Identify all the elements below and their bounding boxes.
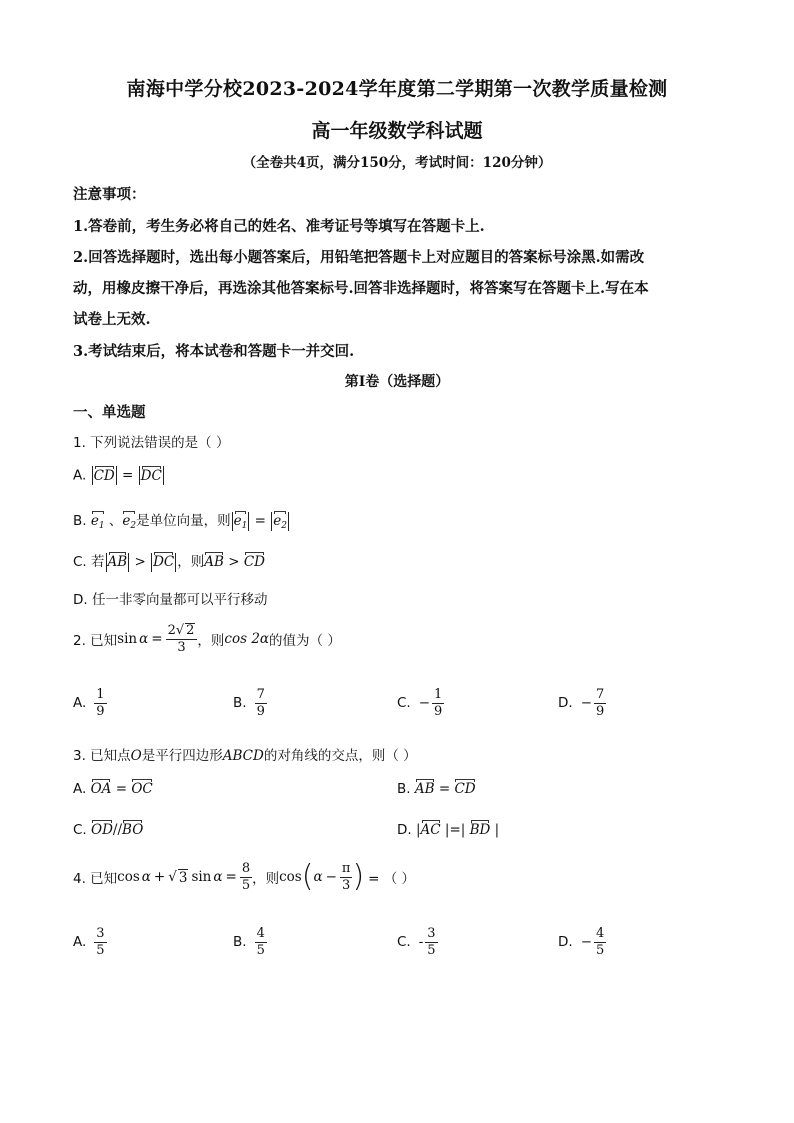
question-3-stem <box>73 744 417 764</box>
option-label: A. <box>73 781 87 797</box>
option-fraction <box>255 927 267 957</box>
option-label: C. <box>73 822 87 838</box>
vector-od: OD <box>91 822 113 838</box>
question-1-stem: 1. 下列说法错误的是（ ） <box>73 435 230 451</box>
fraction-2sqrt2-over-3 <box>166 623 198 654</box>
parallel-sign: // <box>112 822 123 838</box>
fraction-numerator: 7 <box>596 687 605 702</box>
greater-sign: > <box>134 554 146 570</box>
plus-sign: + <box>153 869 166 886</box>
abs-bar <box>248 512 249 531</box>
vector-ac: AC <box>420 822 441 838</box>
option-fraction <box>594 927 606 957</box>
separator: 、 <box>108 513 123 529</box>
fraction-denominator: 9 <box>96 703 105 719</box>
abs-bar <box>151 553 152 572</box>
cos-2alpha: cos 2α <box>224 630 270 647</box>
question-2-option-c <box>397 688 444 718</box>
fraction-8-over-5 <box>240 862 252 892</box>
equals-sign: = <box>434 781 455 797</box>
question-3-option-d <box>397 822 499 838</box>
option-label: B. <box>233 934 247 951</box>
exam-info: （全卷共4页，满分150分，考试时间：120分钟） <box>242 155 552 171</box>
fraction-numerator: π <box>341 861 351 876</box>
fraction-denominator: 9 <box>434 703 443 719</box>
part-title: 第Ⅰ卷（选择题） <box>344 374 450 390</box>
vector-dc: DC <box>140 467 162 484</box>
question-3-option-b <box>397 781 476 797</box>
greater-sign: > <box>223 554 244 570</box>
q2-prefix: 2. 已知 <box>73 632 118 649</box>
fraction-denominator: 5 <box>96 942 105 958</box>
option-c-prefix: C. 若 <box>73 554 105 570</box>
negative-sign: − <box>580 934 592 951</box>
equals-sign: = <box>254 513 266 529</box>
cos-alpha: cos <box>117 869 140 886</box>
vector-bo: BO <box>122 822 144 838</box>
fraction-numerator: 3 <box>96 926 105 941</box>
vector-cd: CD <box>243 554 265 570</box>
option-label: B. <box>73 513 87 529</box>
option-label: C. <box>397 934 411 951</box>
equals-sign: = <box>111 781 132 797</box>
notice-heading: 注意事项： <box>73 186 146 203</box>
option-label: D. <box>397 822 412 838</box>
exam-title: 南海中学分校2023-2024学年度第二学期第一次教学质量检测 <box>126 78 668 100</box>
negative-sign: - <box>418 934 424 951</box>
minus-sign: − <box>325 869 337 886</box>
fraction-numerator: 8 <box>241 861 251 876</box>
fraction-denominator: 5 <box>241 877 251 893</box>
alpha-symbol: α <box>213 869 223 886</box>
option-label: C. <box>397 695 411 712</box>
question-1-option-a <box>73 466 165 485</box>
point-o: O <box>130 748 142 764</box>
q2-suffix: ，则 <box>197 632 225 649</box>
sin-function: sin <box>191 869 212 886</box>
question-4-option-c <box>397 927 438 957</box>
option-label: B. <box>233 695 247 712</box>
option-fraction <box>94 927 106 957</box>
sin-function: sin <box>117 630 138 647</box>
abs-bar <box>163 466 164 485</box>
q2-tail: 的值为（ ） <box>269 632 341 649</box>
section-title: 一、单选题 <box>73 404 146 421</box>
option-label: B. <box>397 781 411 797</box>
sqrt-radicand: 2 <box>186 623 195 638</box>
equals-sign: = <box>122 467 134 484</box>
cos-function: cos <box>279 869 302 886</box>
fraction-denominator: 3 <box>177 639 186 655</box>
negative-sign: − <box>580 695 592 712</box>
option-fraction <box>425 927 437 957</box>
numerator-coefficient: 2 <box>167 623 176 638</box>
option-label: A. <box>73 467 87 484</box>
fraction-numerator: 1 <box>96 687 105 702</box>
vector-e1-abs: $e_1$ <box>233 513 248 531</box>
vector-cd: CD <box>93 467 115 484</box>
alpha-symbol: α <box>139 630 149 647</box>
question-4-option-b <box>233 927 267 957</box>
negative-sign: − <box>418 695 431 712</box>
fraction-denominator: 5 <box>596 942 605 958</box>
vector-ab: AB <box>414 781 435 797</box>
question-2-option-d <box>558 688 606 718</box>
abs-bar <box>271 512 272 531</box>
q3-prefix: 3. 已知点 <box>73 748 131 764</box>
fraction-denominator: 9 <box>596 703 605 719</box>
fraction-denominator: 5 <box>256 942 265 958</box>
sqrt-3: 3 <box>178 869 188 886</box>
q4-tail: = （ ） <box>368 871 416 888</box>
option-label: A. <box>73 934 87 951</box>
question-4-option-a <box>73 927 107 957</box>
vector-oa: OA <box>90 781 112 797</box>
fraction-pi-over-3 <box>340 862 353 892</box>
option-fraction <box>255 688 267 718</box>
question-2-option-b <box>233 688 267 718</box>
option-label: A. <box>73 695 87 712</box>
notice-item-1: 1.答卷前，考生务必将自己的姓名、准考证号等填写在答题卡上. <box>73 218 485 235</box>
notice-item-2-line-2: 动，用橡皮擦干净后，再选涂其他答案标号.回答非选择题时，将答案写在答题卡上.写在本 <box>73 280 649 297</box>
shape-abcd: ABCD <box>222 748 264 764</box>
alpha-symbol: α <box>313 869 323 886</box>
abs-bar <box>106 553 107 572</box>
fraction-numerator: 3 <box>427 926 436 941</box>
q4-suffix: ，则 <box>252 871 280 888</box>
option-label: D. <box>558 695 573 712</box>
question-1-option-d: D. 任一非零向量都可以平行移动 <box>73 592 268 608</box>
vector-e1: $e_1$ <box>90 513 105 531</box>
option-fraction <box>94 688 106 718</box>
vector-ab: AB <box>107 554 128 570</box>
option-b-text: 是单位向量，则 <box>136 513 231 529</box>
abs-bar <box>139 466 140 485</box>
option-fraction <box>594 688 606 718</box>
fraction-numerator <box>166 623 198 640</box>
vector-oc: OC <box>131 781 153 797</box>
abs-equals: |=| <box>440 822 470 838</box>
option-c-mid: ，则 <box>177 554 205 570</box>
abs-bar <box>288 512 289 531</box>
abs-bar <box>92 466 93 485</box>
vector-e2-abs: $e_2$ <box>273 513 287 531</box>
question-1-option-c <box>73 550 265 572</box>
fraction-denominator: 3 <box>342 877 351 893</box>
option-label: D. <box>558 934 573 951</box>
notice-item-3: 3.考试结束后，将本试卷和答题卡一并交回. <box>73 343 355 360</box>
fraction-denominator: 5 <box>427 942 436 958</box>
fraction-numerator: 1 <box>434 687 443 702</box>
equals-sign: = <box>151 630 163 647</box>
notice-item-2-line-1: 2.回答选择题时，选出每小题答案后，用铅笔把答题卡上对应题目的答案标号涂黑.如需改 <box>73 249 645 266</box>
q3-mid: 是平行四边形 <box>141 748 223 764</box>
sqrt-symbol: √ <box>168 869 177 886</box>
question-2-stem <box>73 623 341 654</box>
question-3-option-c <box>73 822 143 838</box>
q3-tail: 的对角线的交点，则（ ） <box>263 748 417 764</box>
abs-bar <box>128 553 129 572</box>
exam-subject-title: 高一年级数学科试题 <box>311 120 483 142</box>
notice-item-2-line-3: 试卷上无效. <box>73 311 151 328</box>
question-4-option-d <box>558 927 606 957</box>
abs-bar <box>232 512 233 531</box>
option-fraction <box>432 688 444 718</box>
question-3-option-a <box>73 781 153 797</box>
abs-bar <box>116 466 117 485</box>
vector-e2: $e_2$ <box>122 513 137 531</box>
vector-ab: AB <box>204 554 224 570</box>
vector-dc: DC <box>153 554 175 570</box>
equals-sign: = <box>225 869 237 886</box>
fraction-denominator: 9 <box>256 703 265 719</box>
vector-bd: BD <box>469 822 491 838</box>
question-4-stem <box>73 859 416 895</box>
vector-cd: CD <box>454 781 476 797</box>
abs-bar: | <box>415 822 421 838</box>
alpha-symbol: α <box>141 869 151 886</box>
question-2-option-a <box>73 688 107 718</box>
question-1-option-b <box>73 509 290 531</box>
right-paren: ) <box>352 859 365 895</box>
q4-prefix: 4. 已知 <box>73 871 118 888</box>
abs-bar: | <box>490 822 500 838</box>
fraction-numerator: 7 <box>256 687 265 702</box>
fraction-numerator: 4 <box>596 926 605 941</box>
fraction-numerator: 4 <box>256 926 265 941</box>
sqrt-symbol: √ <box>175 623 185 638</box>
left-paren: ( <box>301 859 314 895</box>
